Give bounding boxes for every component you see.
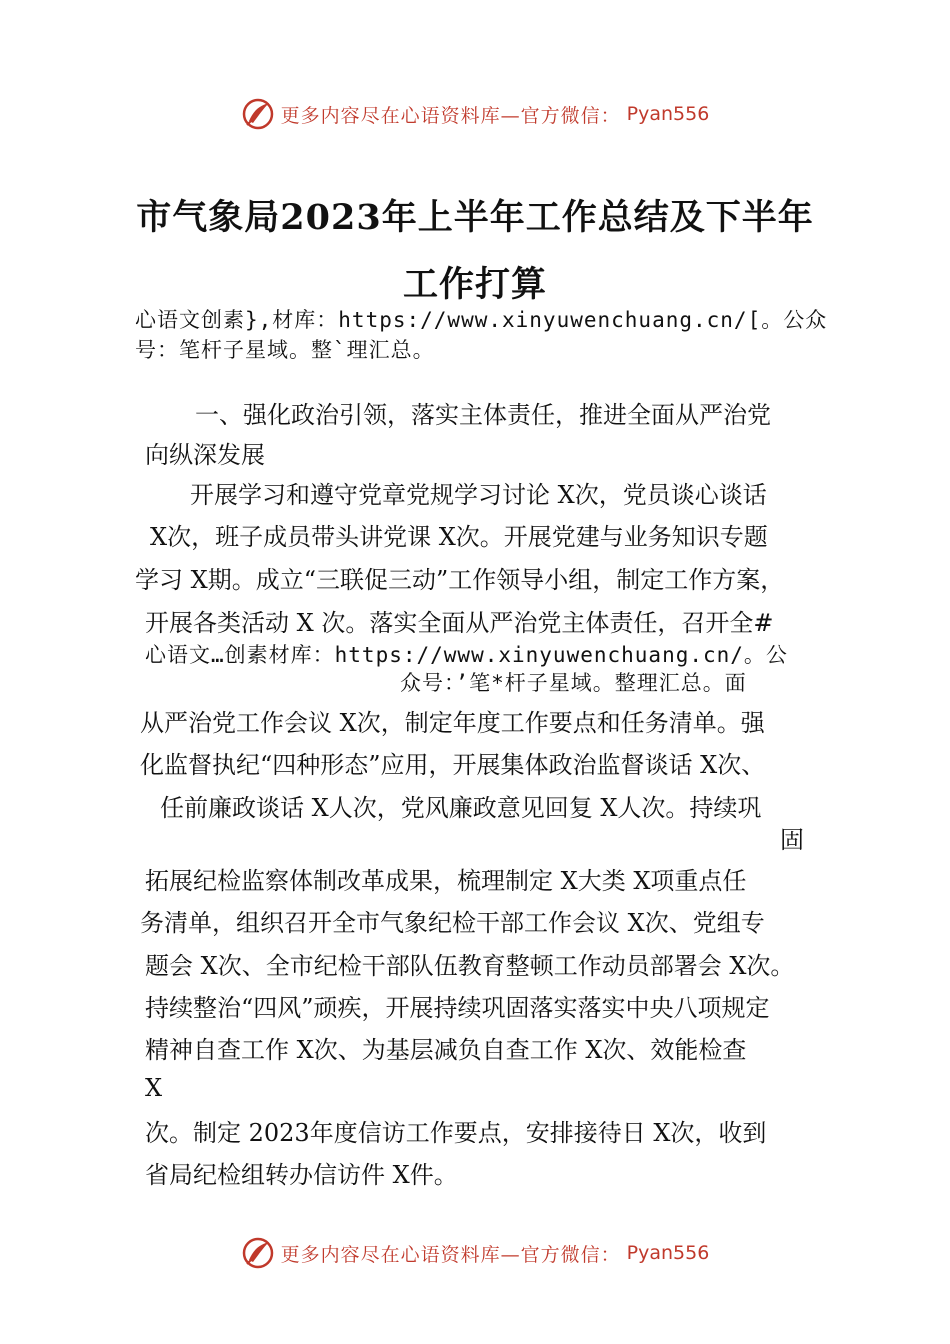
source-note-line: 心语文创素},材库：https://www.xinyuwenchuang.cn/[。公众 [135, 308, 828, 332]
paragraph-line: 任前廉政谈话 X人次，党风廉政意见回复 X人次。持续巩 [160, 794, 762, 822]
source-note-line: 号：笔杆子星域。整`理汇总。 [135, 338, 435, 362]
paragraph-line: 精神自查工作 X次、为基层减负自查工作 X次、效能检查 [145, 1036, 747, 1064]
watermark-banner-bottom [0, 1233, 950, 1273]
section-heading-line: 一、强化政治引领，落实主体责任，推进全面从严治党 [195, 401, 771, 429]
logo-icon [241, 97, 275, 131]
paragraph-line: 固 [780, 826, 804, 854]
source-note-line: 众号：’笔*杆子星域。整理汇总。面 [400, 671, 747, 695]
paragraph-line: 持续整治“四风”顽疾，开展持续巩固落实落实中央八项规定 [145, 994, 770, 1022]
paragraph-line: X次，班子成员带头讲党课 X次。开展党建与业务知识专题 [150, 523, 768, 551]
watermark-wechat-id: Pyan556 [626, 1242, 710, 1264]
source-note-line: 心语文…创素材库：https://www.xinyuwenchuang.cn/。公 [145, 643, 788, 667]
paragraph-line: 省局纪检组转办信访件 X件。 [145, 1161, 458, 1189]
paragraph-line: 化监督执纪“四种形态”应用，开展集体政治监督谈话 X次、 [140, 751, 766, 779]
paragraph-line: 题会 X次、全市纪检干部队伍教育整顿工作动员部署会 X次。 [145, 952, 795, 980]
document-title-line2: 工作打算 [402, 264, 547, 305]
section-heading-line: 向纵深发展 [145, 441, 265, 469]
paragraph-line: 从严治党工作会议 X次，制定年度工作要点和任务清单。强 [140, 709, 765, 737]
paragraph-line: 务清单，组织召开全市气象纪检干部工作会议 X次、党组专 [140, 909, 765, 937]
watermark-banner-top [0, 94, 950, 134]
document-title-line1: 市气象局2023年上半年工作总结及下半年 [136, 197, 814, 238]
watermark-wechat-id: Pyan556 [626, 103, 710, 125]
watermark-label: 更多内容尽在心语资料库—官方微信： [280, 104, 621, 127]
paragraph-line: 拓展纪检监察体制改革成果，梳理制定 X大类 X项重点任 [145, 867, 747, 895]
logo-icon [241, 1236, 275, 1270]
watermark-label: 更多内容尽在心语资料库—官方微信： [280, 1243, 621, 1266]
paragraph-line: X [145, 1074, 163, 1102]
paragraph-line: 次。制定 2023年度信访工作要点，安排接待日 X次，收到 [145, 1119, 767, 1147]
paragraph-line: 开展学习和遵守党章党规学习讨论 X次，党员谈心谈话 [190, 481, 767, 509]
paragraph-line: 学习 X期。成立“三联促三动”工作领导小组，制定工作方案， [135, 566, 785, 594]
paragraph-line: 开展各类活动 X 次。落实全面从严治党主体责任，召开全# [145, 609, 774, 637]
